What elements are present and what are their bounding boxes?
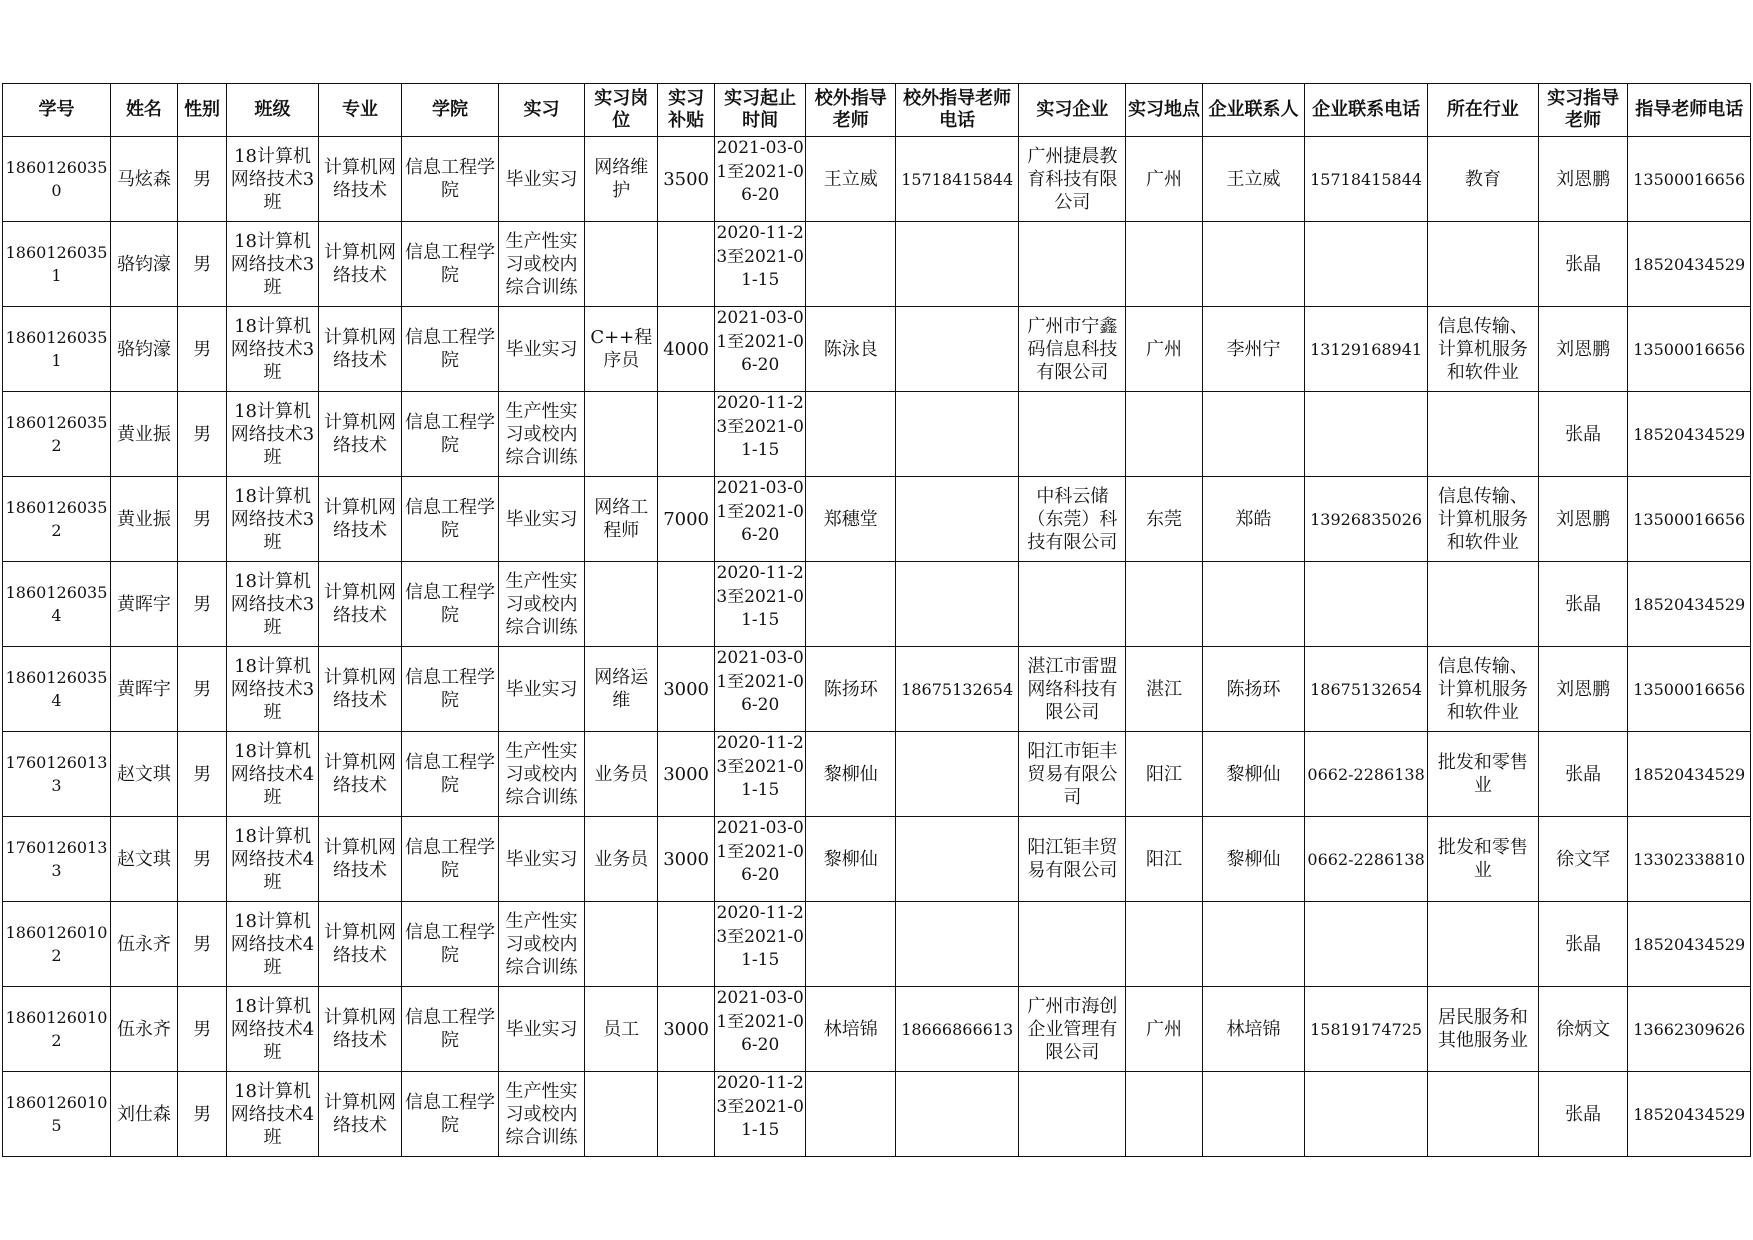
- column-header-class: 班级: [227, 84, 319, 137]
- cell-internship-type: 毕业实习: [498, 137, 584, 222]
- cell-company-contact-phone: [1305, 222, 1427, 307]
- cell-internship-type: 毕业实习: [498, 647, 584, 732]
- cell-college: 信息工程学院: [402, 477, 499, 562]
- cell-internship-post: 业务员: [585, 817, 658, 902]
- cell-internship-subsidy: [658, 902, 715, 987]
- cell-internship-post: [585, 562, 658, 647]
- cell-college: 信息工程学院: [402, 1072, 499, 1157]
- cell-external-supervisor-phone: [895, 392, 1018, 477]
- column-header-industry: 所在行业: [1427, 84, 1538, 137]
- cell-college: 信息工程学院: [402, 987, 499, 1072]
- table-row: [3, 137, 1751, 222]
- cell-company: [1019, 392, 1126, 477]
- column-header-external-supervisor: 校外指导老师: [806, 84, 896, 137]
- cell-major: 计算机网络技术: [318, 137, 401, 222]
- cell-internship-advisor: 张晶: [1538, 222, 1628, 307]
- column-header-company-contact-phone: 企业联系电话: [1305, 84, 1427, 137]
- cell-internship-type: 生产性实习或校内综合训练: [498, 732, 584, 817]
- cell-class: 18计算机网络技术4班: [227, 817, 319, 902]
- cell-company-contact-phone: 13129168941: [1305, 307, 1427, 392]
- cell-internship-type: 毕业实习: [498, 817, 584, 902]
- cell-gender: 男: [177, 137, 226, 222]
- table-row: [3, 477, 1751, 562]
- column-header-internship-subsidy: 实习补贴: [658, 84, 715, 137]
- cell-location: 广州: [1126, 987, 1202, 1072]
- cell-student-id: 17601260133: [3, 732, 111, 817]
- cell-company: 广州市宁鑫码信息科技有限公司: [1019, 307, 1126, 392]
- cell-company-contact-phone: 15819174725: [1305, 987, 1427, 1072]
- cell-company: 广州捷晨教育科技有限公司: [1019, 137, 1126, 222]
- cell-company-contact-phone: 13926835026: [1305, 477, 1427, 562]
- cell-company-contact: 王立威: [1202, 137, 1305, 222]
- cell-gender: 男: [177, 222, 226, 307]
- cell-company-contact: 李州宁: [1202, 307, 1305, 392]
- cell-student-id: 18601260102: [3, 902, 111, 987]
- cell-external-supervisor: 林培锦: [806, 987, 896, 1072]
- cell-major: 计算机网络技术: [318, 902, 401, 987]
- cell-company: 中科云储（东莞）科技有限公司: [1019, 477, 1126, 562]
- cell-internship-post: [585, 1072, 658, 1157]
- cell-external-supervisor: 王立威: [806, 137, 896, 222]
- cell-internship-post: 员工: [585, 987, 658, 1072]
- cell-internship-post: [585, 392, 658, 477]
- cell-internship-type: 毕业实习: [498, 307, 584, 392]
- table-row: [3, 817, 1751, 902]
- cell-location: 阳江: [1126, 817, 1202, 902]
- cell-major: 计算机网络技术: [318, 732, 401, 817]
- table-row: [3, 902, 1751, 987]
- internship-period-text: 2021-03-01至2021-06-20: [716, 818, 804, 885]
- cell-external-supervisor-phone: [895, 477, 1018, 562]
- cell-internship-post: 网络维护: [585, 137, 658, 222]
- table-header: [3, 84, 1751, 137]
- cell-location: [1126, 562, 1202, 647]
- column-header-location: 实习地点: [1126, 84, 1202, 137]
- cell-internship-subsidy: 3000: [658, 817, 715, 902]
- cell-name: 黄业振: [111, 392, 178, 477]
- cell-location: 阳江: [1126, 732, 1202, 817]
- cell-internship-period: [714, 902, 806, 987]
- cell-external-supervisor: [806, 392, 896, 477]
- cell-advisor-phone: 18520434529: [1628, 1072, 1751, 1157]
- internship-period-text: 2020-11-23至2021-01-15: [716, 1073, 804, 1140]
- cell-company-contact-phone: 0662-2286138: [1305, 817, 1427, 902]
- cell-advisor-phone: 13500016656: [1628, 137, 1751, 222]
- table-row: [3, 307, 1751, 392]
- cell-major: 计算机网络技术: [318, 1072, 401, 1157]
- cell-internship-post: C++程序员: [585, 307, 658, 392]
- cell-external-supervisor-phone: [895, 222, 1018, 307]
- cell-internship-advisor: 刘恩鹏: [1538, 477, 1628, 562]
- cell-student-id: 18601260354: [3, 562, 111, 647]
- cell-company: [1019, 562, 1126, 647]
- table-row: [3, 392, 1751, 477]
- internship-period-text: 2020-11-23至2021-01-15: [716, 223, 804, 290]
- cell-internship-type: 生产性实习或校内综合训练: [498, 392, 584, 477]
- cell-internship-post: 网络工程师: [585, 477, 658, 562]
- cell-class: 18计算机网络技术4班: [227, 732, 319, 817]
- cell-name: 黄晖宇: [111, 562, 178, 647]
- internship-period-text: 2021-03-01至2021-06-20: [716, 648, 804, 715]
- cell-company-contact: 陈扬环: [1202, 647, 1305, 732]
- cell-student-id: 18601260352: [3, 392, 111, 477]
- cell-internship-subsidy: 3500: [658, 137, 715, 222]
- cell-advisor-phone: 13500016656: [1628, 307, 1751, 392]
- cell-internship-advisor: 张晶: [1538, 1072, 1628, 1157]
- cell-industry: 居民服务和其他服务业: [1427, 987, 1538, 1072]
- cell-internship-post: [585, 902, 658, 987]
- cell-internship-period: [714, 137, 806, 222]
- column-header-company-contact: 企业联系人: [1202, 84, 1305, 137]
- cell-internship-period: [714, 562, 806, 647]
- cell-name: 马炫森: [111, 137, 178, 222]
- cell-external-supervisor-phone: [895, 817, 1018, 902]
- cell-name: 伍永齐: [111, 902, 178, 987]
- internship-table-sheet: [2, 83, 1751, 1157]
- cell-college: 信息工程学院: [402, 392, 499, 477]
- cell-college: 信息工程学院: [402, 562, 499, 647]
- cell-industry: 信息传输、计算机服务和软件业: [1427, 647, 1538, 732]
- cell-advisor-phone: 13500016656: [1628, 477, 1751, 562]
- cell-external-supervisor-phone: 18666866613: [895, 987, 1018, 1072]
- cell-company: [1019, 902, 1126, 987]
- cell-name: 赵文琪: [111, 817, 178, 902]
- cell-company: [1019, 1072, 1126, 1157]
- cell-internship-type: 生产性实习或校内综合训练: [498, 222, 584, 307]
- cell-advisor-phone: 13302338810: [1628, 817, 1751, 902]
- cell-internship-advisor: 张晶: [1538, 732, 1628, 817]
- cell-company-contact: 黎柳仙: [1202, 732, 1305, 817]
- cell-internship-subsidy: [658, 392, 715, 477]
- cell-student-id: 18601260102: [3, 987, 111, 1072]
- cell-internship-type: 生产性实习或校内综合训练: [498, 562, 584, 647]
- cell-internship-subsidy: 7000: [658, 477, 715, 562]
- cell-industry: [1427, 902, 1538, 987]
- cell-class: 18计算机网络技术3班: [227, 562, 319, 647]
- cell-external-supervisor-phone: [895, 307, 1018, 392]
- cell-company-contact: [1202, 1072, 1305, 1157]
- column-header-company: 实习企业: [1019, 84, 1126, 137]
- cell-name: 刘仕森: [111, 1072, 178, 1157]
- cell-company-contact-phone: [1305, 392, 1427, 477]
- cell-advisor-phone: 13662309626: [1628, 987, 1751, 1072]
- cell-major: 计算机网络技术: [318, 647, 401, 732]
- cell-industry: 批发和零售业: [1427, 732, 1538, 817]
- cell-major: 计算机网络技术: [318, 562, 401, 647]
- cell-class: 18计算机网络技术3班: [227, 477, 319, 562]
- cell-company-contact: [1202, 562, 1305, 647]
- cell-internship-subsidy: [658, 1072, 715, 1157]
- cell-internship-subsidy: [658, 562, 715, 647]
- cell-gender: 男: [177, 562, 226, 647]
- cell-internship-period: [714, 817, 806, 902]
- cell-company-contact-phone: 0662-2286138: [1305, 732, 1427, 817]
- cell-advisor-phone: 13500016656: [1628, 647, 1751, 732]
- cell-class: 18计算机网络技术3班: [227, 392, 319, 477]
- internship-period-text: 2020-11-23至2021-01-15: [716, 563, 804, 630]
- cell-class: 18计算机网络技术3班: [227, 137, 319, 222]
- cell-advisor-phone: 18520434529: [1628, 392, 1751, 477]
- cell-internship-subsidy: 4000: [658, 307, 715, 392]
- cell-internship-type: 生产性实习或校内综合训练: [498, 902, 584, 987]
- cell-company-contact-phone: [1305, 562, 1427, 647]
- cell-class: 18计算机网络技术4班: [227, 902, 319, 987]
- cell-external-supervisor: 郑穗堂: [806, 477, 896, 562]
- cell-company-contact-phone: 15718415844: [1305, 137, 1427, 222]
- cell-external-supervisor-phone: [895, 1072, 1018, 1157]
- cell-internship-subsidy: [658, 222, 715, 307]
- cell-internship-advisor: 刘恩鹏: [1538, 137, 1628, 222]
- cell-advisor-phone: 18520434529: [1628, 222, 1751, 307]
- cell-college: 信息工程学院: [402, 647, 499, 732]
- cell-major: 计算机网络技术: [318, 817, 401, 902]
- cell-external-supervisor: 陈泳良: [806, 307, 896, 392]
- cell-company-contact: 郑皓: [1202, 477, 1305, 562]
- table-row: [3, 987, 1751, 1072]
- cell-external-supervisor-phone: 18675132654: [895, 647, 1018, 732]
- cell-college: 信息工程学院: [402, 902, 499, 987]
- cell-name: 骆钧濠: [111, 222, 178, 307]
- cell-student-id: 18601260350: [3, 137, 111, 222]
- cell-major: 计算机网络技术: [318, 307, 401, 392]
- cell-company: 阳江钜丰贸易有限公司: [1019, 817, 1126, 902]
- internship-period-text: 2020-11-23至2021-01-15: [716, 393, 804, 460]
- cell-gender: 男: [177, 732, 226, 817]
- internship-period-text: 2020-11-23至2021-01-15: [716, 903, 804, 970]
- cell-location: [1126, 902, 1202, 987]
- cell-internship-period: [714, 647, 806, 732]
- cell-internship-advisor: 徐炳文: [1538, 987, 1628, 1072]
- column-header-student-id: 学号: [3, 84, 111, 137]
- cell-internship-subsidy: 3000: [658, 987, 715, 1072]
- cell-industry: 批发和零售业: [1427, 817, 1538, 902]
- cell-company: [1019, 222, 1126, 307]
- cell-internship-advisor: 张晶: [1538, 392, 1628, 477]
- cell-gender: 男: [177, 307, 226, 392]
- cell-college: 信息工程学院: [402, 732, 499, 817]
- cell-industry: [1427, 222, 1538, 307]
- table-row: [3, 732, 1751, 817]
- cell-student-id: 18601260352: [3, 477, 111, 562]
- cell-name: 黄晖宇: [111, 647, 178, 732]
- cell-external-supervisor: [806, 902, 896, 987]
- column-header-major: 专业: [318, 84, 401, 137]
- cell-class: 18计算机网络技术3班: [227, 307, 319, 392]
- cell-college: 信息工程学院: [402, 307, 499, 392]
- cell-name: 伍永齐: [111, 987, 178, 1072]
- cell-gender: 男: [177, 817, 226, 902]
- cell-industry: [1427, 1072, 1538, 1157]
- cell-student-id: 18601260105: [3, 1072, 111, 1157]
- cell-company: 湛江市雷盟网络科技有限公司: [1019, 647, 1126, 732]
- column-header-external-supervisor-phone: 校外指导老师电话: [895, 84, 1018, 137]
- cell-name: 骆钧濠: [111, 307, 178, 392]
- internship-period-text: 2021-03-01至2021-06-20: [716, 478, 804, 545]
- cell-internship-period: [714, 732, 806, 817]
- table-row: [3, 562, 1751, 647]
- cell-student-id: 17601260133: [3, 817, 111, 902]
- cell-advisor-phone: 18520434529: [1628, 562, 1751, 647]
- cell-internship-period: [714, 307, 806, 392]
- cell-student-id: 18601260354: [3, 647, 111, 732]
- cell-location: [1126, 392, 1202, 477]
- cell-industry: 信息传输、计算机服务和软件业: [1427, 307, 1538, 392]
- cell-major: 计算机网络技术: [318, 477, 401, 562]
- cell-external-supervisor-phone: [895, 902, 1018, 987]
- cell-company-contact: 林培锦: [1202, 987, 1305, 1072]
- column-header-internship-type: 实习: [498, 84, 584, 137]
- cell-internship-advisor: 刘恩鹏: [1538, 647, 1628, 732]
- cell-external-supervisor: 黎柳仙: [806, 732, 896, 817]
- cell-gender: 男: [177, 987, 226, 1072]
- cell-internship-subsidy: 3000: [658, 647, 715, 732]
- cell-external-supervisor: [806, 222, 896, 307]
- column-header-internship-period: 实习起止时间: [714, 84, 806, 137]
- cell-internship-period: [714, 477, 806, 562]
- cell-name: 黄业振: [111, 477, 178, 562]
- cell-gender: 男: [177, 392, 226, 477]
- cell-industry: [1427, 562, 1538, 647]
- cell-class: 18计算机网络技术3班: [227, 222, 319, 307]
- cell-gender: 男: [177, 647, 226, 732]
- cell-company: 广州市海创企业管理有限公司: [1019, 987, 1126, 1072]
- cell-internship-period: [714, 392, 806, 477]
- column-header-internship-post: 实习岗位: [585, 84, 658, 137]
- cell-internship-type: 毕业实习: [498, 987, 584, 1072]
- cell-college: 信息工程学院: [402, 817, 499, 902]
- cell-internship-type: 毕业实习: [498, 477, 584, 562]
- cell-class: 18计算机网络技术4班: [227, 1072, 319, 1157]
- cell-company-contact: [1202, 902, 1305, 987]
- cell-external-supervisor-phone: 15718415844: [895, 137, 1018, 222]
- cell-industry: [1427, 392, 1538, 477]
- column-header-gender: 性别: [177, 84, 226, 137]
- cell-internship-post: 网络运维: [585, 647, 658, 732]
- internship-period-text: 2021-03-01至2021-06-20: [716, 988, 804, 1055]
- cell-external-supervisor: [806, 1072, 896, 1157]
- cell-internship-period: [714, 987, 806, 1072]
- cell-class: 18计算机网络技术4班: [227, 987, 319, 1072]
- column-header-advisor-phone: 指导老师电话: [1628, 84, 1751, 137]
- cell-internship-period: [714, 1072, 806, 1157]
- internship-period-text: 2020-11-23至2021-01-15: [716, 733, 804, 800]
- table-row: [3, 1072, 1751, 1157]
- cell-internship-advisor: 张晶: [1538, 562, 1628, 647]
- cell-external-supervisor-phone: [895, 562, 1018, 647]
- cell-location: 东莞: [1126, 477, 1202, 562]
- cell-company-contact-phone: [1305, 1072, 1427, 1157]
- cell-internship-period: [714, 222, 806, 307]
- cell-company-contact: 黎柳仙: [1202, 817, 1305, 902]
- cell-external-supervisor: [806, 562, 896, 647]
- cell-location: 湛江: [1126, 647, 1202, 732]
- internship-period-text: 2021-03-01至2021-06-20: [716, 308, 804, 375]
- cell-major: 计算机网络技术: [318, 392, 401, 477]
- cell-company: 阳江市钜丰贸易有限公司: [1019, 732, 1126, 817]
- cell-internship-post: [585, 222, 658, 307]
- cell-external-supervisor: 陈扬环: [806, 647, 896, 732]
- table-body: [3, 137, 1751, 1157]
- cell-internship-post: 业务员: [585, 732, 658, 817]
- cell-internship-advisor: 张晶: [1538, 902, 1628, 987]
- cell-external-supervisor: 黎柳仙: [806, 817, 896, 902]
- cell-advisor-phone: 18520434529: [1628, 732, 1751, 817]
- cell-location: 广州: [1126, 137, 1202, 222]
- cell-class: 18计算机网络技术3班: [227, 647, 319, 732]
- cell-external-supervisor-phone: [895, 732, 1018, 817]
- table-row: [3, 647, 1751, 732]
- cell-major: 计算机网络技术: [318, 987, 401, 1072]
- cell-gender: 男: [177, 902, 226, 987]
- table-row: [3, 222, 1751, 307]
- column-header-name: 姓名: [111, 84, 178, 137]
- cell-internship-advisor: 徐文罕: [1538, 817, 1628, 902]
- internship-period-text: 2021-03-01至2021-06-20: [716, 138, 804, 205]
- cell-location: [1126, 222, 1202, 307]
- cell-internship-advisor: 刘恩鹏: [1538, 307, 1628, 392]
- cell-student-id: 18601260351: [3, 307, 111, 392]
- cell-name: 赵文琪: [111, 732, 178, 817]
- cell-location: 广州: [1126, 307, 1202, 392]
- cell-advisor-phone: 18520434529: [1628, 902, 1751, 987]
- cell-company-contact-phone: [1305, 902, 1427, 987]
- cell-company-contact: [1202, 222, 1305, 307]
- cell-gender: 男: [177, 1072, 226, 1157]
- cell-gender: 男: [177, 477, 226, 562]
- cell-internship-type: 生产性实习或校内综合训练: [498, 1072, 584, 1157]
- cell-industry: 教育: [1427, 137, 1538, 222]
- cell-major: 计算机网络技术: [318, 222, 401, 307]
- column-header-internship-advisor: 实习指导老师: [1538, 84, 1628, 137]
- cell-industry: 信息传输、计算机服务和软件业: [1427, 477, 1538, 562]
- cell-company-contact: [1202, 392, 1305, 477]
- cell-company-contact-phone: 18675132654: [1305, 647, 1427, 732]
- header-row: [3, 84, 1751, 137]
- cell-internship-subsidy: 3000: [658, 732, 715, 817]
- cell-college: 信息工程学院: [402, 222, 499, 307]
- cell-location: [1126, 1072, 1202, 1157]
- cell-student-id: 18601260351: [3, 222, 111, 307]
- column-header-college: 学院: [402, 84, 499, 137]
- internship-table: [2, 83, 1751, 1157]
- cell-college: 信息工程学院: [402, 137, 499, 222]
